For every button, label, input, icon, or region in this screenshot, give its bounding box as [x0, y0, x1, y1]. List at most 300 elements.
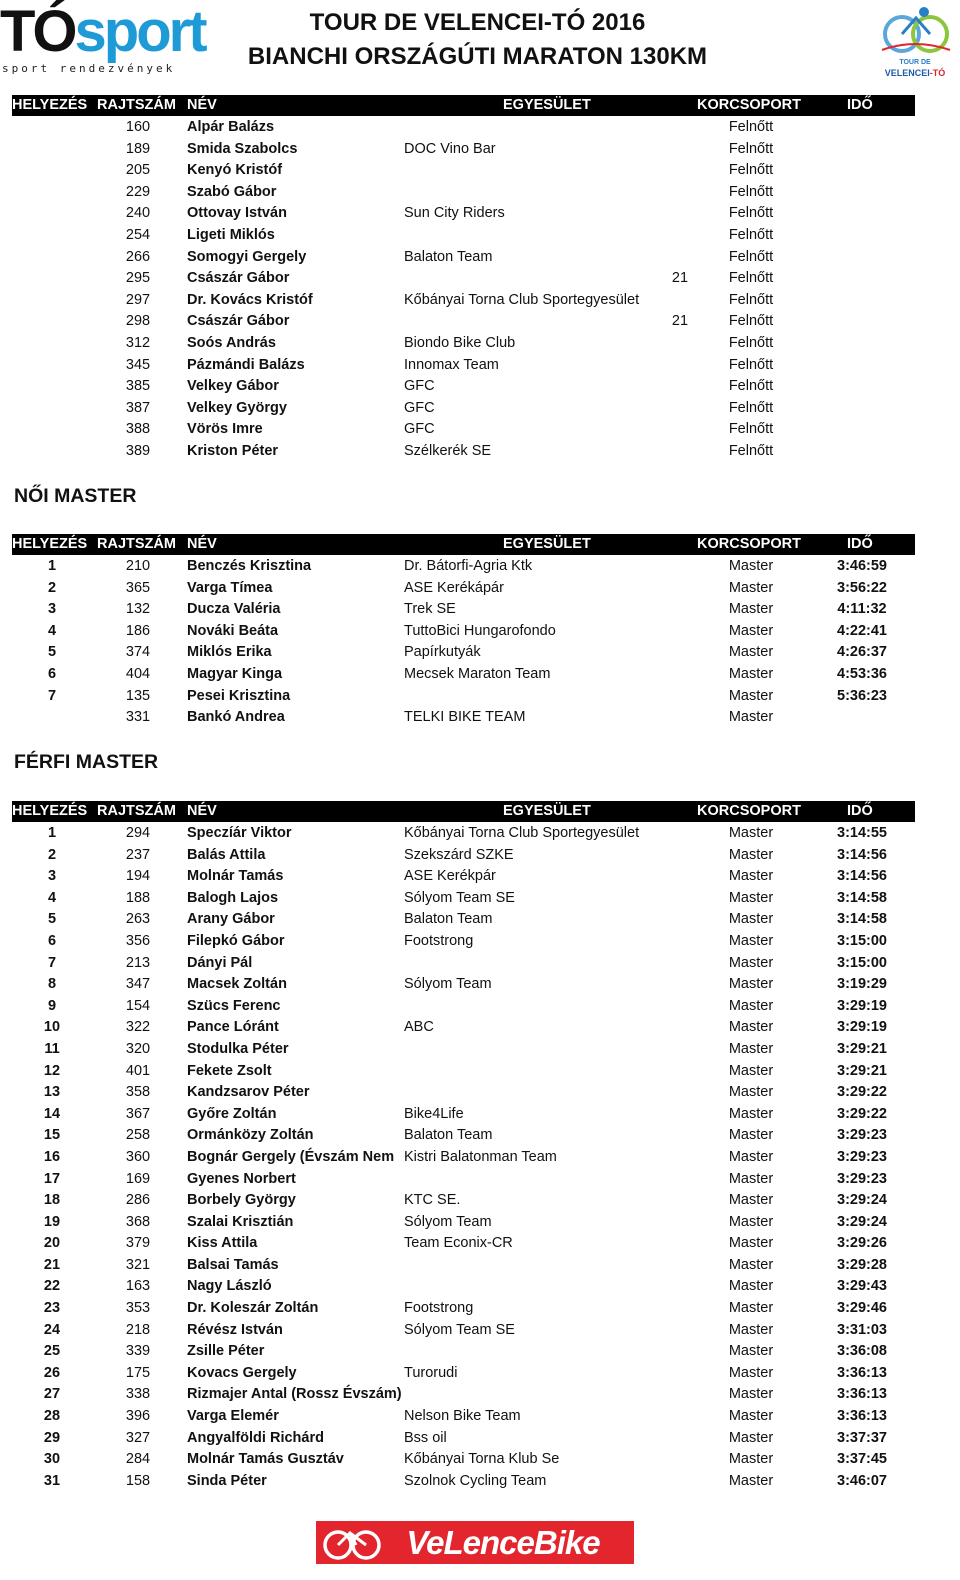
result-position: 23 [43, 1300, 61, 1317]
result-rider-name: Nagy László [187, 1278, 272, 1295]
result-rider-name: Rizmajer Antal (Rossz Évszám) [187, 1386, 402, 1403]
result-category: Felnőtt [728, 421, 774, 438]
result-rider-name: Molnár Tamás [187, 868, 284, 885]
table-row [0, 441, 960, 463]
table-row [0, 1363, 960, 1385]
result-position: 11 [44, 1040, 60, 1057]
table-row [0, 823, 960, 845]
result-rider-name: Pázmándi Balázs [187, 356, 305, 373]
table-row [0, 599, 960, 621]
result-time: 3:29:19 [837, 1019, 887, 1036]
result-time: 3:29:22 [837, 1084, 887, 1101]
result-position: 28 [43, 1408, 61, 1425]
result-category: Master [728, 558, 774, 574]
result-category: Felnőtt [728, 162, 774, 179]
tour-logo-top: TOUR DE [899, 59, 931, 66]
result-rider-name: Nováki Beáta [187, 622, 279, 639]
result-bib-number: 240 [125, 205, 151, 222]
result-club: Team Econix-CR [404, 1235, 513, 1252]
table-row [0, 376, 960, 398]
result-time: 3:29:43 [837, 1278, 887, 1295]
result-position: 19 [43, 1213, 61, 1230]
table-row [0, 1341, 960, 1363]
header-bib: RAJTSZÁM [97, 97, 176, 113]
table-row [0, 707, 960, 729]
result-club: Bss oil [404, 1429, 447, 1446]
table-row [0, 1449, 960, 1471]
result-time: 3:15:00 [837, 932, 887, 949]
header-name: NÉV [187, 97, 217, 113]
result-category: Master [728, 1472, 774, 1489]
table-row [0, 117, 960, 139]
result-bib-number: 345 [125, 356, 151, 373]
result-category: Master [728, 1429, 774, 1446]
result-time: 3:36:13 [837, 1364, 887, 1381]
result-time: 3:29:21 [837, 1040, 887, 1057]
tosport-logo-wordmark [0, 2, 205, 62]
result-time: 3:29:21 [837, 1062, 887, 1079]
result-position: 30 [43, 1451, 61, 1468]
header-position: HELYEZÉS [12, 803, 88, 819]
result-time: 3:36:13 [837, 1408, 887, 1425]
result-time: 3:14:58 [837, 911, 887, 928]
result-club: Kőbányai Torna Klub Se [404, 1451, 560, 1468]
title-line-1: TOUR DE VELENCEI-TÓ 2016 [309, 9, 646, 36]
result-category: Felnőtt [728, 248, 774, 265]
result-rider-name: Kriston Péter [187, 442, 279, 459]
header-name: NÉV [187, 803, 217, 819]
table-row [0, 909, 960, 931]
table-row [0, 1061, 960, 1083]
result-extra-code: 21 [671, 270, 689, 287]
table-row [0, 1169, 960, 1191]
result-position: 3 [47, 601, 57, 618]
result-category: Master [728, 954, 774, 971]
result-rider-name: Kenyó Kristóf [187, 162, 283, 179]
result-rider-name: Miklós Erika [187, 644, 272, 661]
result-position: 5 [47, 911, 57, 928]
result-category: Felnőtt [728, 183, 774, 200]
result-position: 8 [47, 976, 57, 993]
result-rider-name: Varga Elemér [187, 1408, 279, 1425]
result-club: TuttoBici Hungarofondo [404, 622, 556, 639]
result-club: Footstrong [404, 932, 474, 949]
result-club: Kőbányai Torna Club Sportegyesület [404, 825, 640, 841]
result-category: Felnőtt [728, 334, 774, 351]
result-category: Felnőtt [728, 205, 774, 222]
result-bib-number: 154 [125, 997, 151, 1014]
result-club: ASE Kerékápár [404, 579, 504, 596]
result-position: 25 [43, 1343, 61, 1360]
result-club: Balaton Team [404, 911, 493, 928]
result-bib-number: 347 [125, 976, 151, 993]
results-list-ferfi-master [0, 823, 960, 1492]
result-rider-name: Macsek Zoltán [187, 976, 287, 993]
result-bib-number: 389 [125, 442, 151, 459]
result-rider-name: Ducza Valéria [187, 601, 281, 618]
result-rider-name: Smida Szabolcs [187, 140, 298, 157]
result-club: Sólyom Team [404, 1213, 492, 1230]
result-rider-name: Dr. Kovács Kristóf [187, 291, 313, 308]
result-position: 6 [47, 932, 57, 949]
result-club: Balaton Team [404, 248, 493, 265]
result-category: Master [728, 709, 774, 726]
result-rider-name: Gyenes Norbert [187, 1170, 296, 1187]
result-category: Master [728, 1343, 774, 1360]
tour-logo-main: VELENCEI [884, 68, 930, 78]
result-category: Master [728, 846, 774, 863]
table-row [0, 203, 960, 225]
result-position: 4 [47, 889, 57, 906]
result-bib-number: 356 [125, 932, 151, 949]
result-rider-name: Soós András [187, 334, 276, 351]
result-category: Felnőtt [728, 291, 774, 308]
result-rider-name: Magyar Kinga [187, 665, 283, 682]
result-time: 3:14:58 [837, 889, 887, 906]
result-bib-number: 284 [125, 1451, 151, 1468]
result-rider-name: Alpár Balázs [187, 119, 275, 135]
table-row [0, 953, 960, 975]
result-rider-name: Arany Gábor [187, 911, 275, 928]
table-header [12, 801, 915, 822]
result-position: 24 [43, 1321, 61, 1338]
result-position: 26 [43, 1364, 61, 1381]
result-category: Master [728, 665, 774, 682]
table-row [0, 996, 960, 1018]
result-bib-number: 135 [125, 687, 151, 704]
table-row [0, 182, 960, 204]
result-position: 31 [43, 1472, 61, 1489]
table-row [0, 1320, 960, 1342]
result-time: 3:29:23 [837, 1148, 887, 1165]
table-row [0, 974, 960, 996]
result-category: Master [728, 1386, 774, 1403]
result-position: 12 [43, 1062, 61, 1079]
result-position: 20 [43, 1235, 61, 1252]
results-list-felnott [0, 117, 960, 463]
result-rider-name: Kovacs Gergely [187, 1364, 297, 1381]
table-row [0, 1384, 960, 1406]
result-time: 4:22:41 [837, 622, 887, 639]
result-rider-name: Speczíár Viktor [187, 825, 292, 841]
result-club: Mecsek Maraton Team [404, 665, 551, 682]
result-bib-number: 258 [125, 1127, 151, 1144]
result-time: 3:29:24 [837, 1213, 887, 1230]
result-category: Felnőtt [728, 140, 774, 157]
result-time: 3:46:59 [837, 558, 887, 574]
tosport-logo-dark: TÓ [0, 0, 75, 64]
result-position: 14 [43, 1105, 61, 1122]
table-row [0, 866, 960, 888]
result-time: 3:15:00 [837, 954, 887, 971]
result-rider-name: Varga Tímea [187, 579, 273, 596]
result-category: Master [728, 825, 774, 841]
result-club: Papírkutyák [404, 644, 481, 661]
bike-wheel-icon [322, 1525, 382, 1561]
result-time: 3:36:08 [837, 1343, 887, 1360]
result-bib-number: 286 [125, 1192, 151, 1209]
result-position: 7 [47, 687, 57, 704]
result-category: Master [728, 889, 774, 906]
table-row [0, 642, 960, 664]
table-row [0, 1298, 960, 1320]
result-bib-number: 396 [125, 1408, 151, 1425]
result-club: Turorudi [404, 1364, 458, 1381]
tour-logo-text [872, 58, 958, 78]
result-category: Master [728, 579, 774, 596]
result-rider-name: Császár Gábor [187, 270, 290, 287]
result-bib-number: 388 [125, 421, 151, 438]
result-bib-number: 266 [125, 248, 151, 265]
result-bib-number: 404 [125, 665, 151, 682]
result-club: Szolnok Cycling Team [404, 1472, 547, 1489]
result-category: Master [728, 1019, 774, 1036]
result-time: 3:37:45 [837, 1451, 887, 1468]
result-position: 17 [43, 1170, 61, 1187]
header-time: IDŐ [847, 97, 873, 113]
result-bib-number: 229 [125, 183, 151, 200]
result-category: Master [728, 1300, 774, 1317]
result-category: Felnőtt [728, 313, 774, 330]
result-bib-number: 367 [125, 1105, 151, 1122]
table-row [0, 1190, 960, 1212]
result-category: Master [728, 1170, 774, 1187]
result-position: 7 [47, 954, 57, 971]
result-category: Master [728, 1364, 774, 1381]
table-row [0, 1233, 960, 1255]
result-club: Szélkerék SE [404, 442, 492, 459]
result-bib-number: 321 [125, 1256, 151, 1273]
table-row [0, 1082, 960, 1104]
result-rider-name: Ottovay István [187, 205, 287, 222]
table-row [0, 664, 960, 686]
result-club: Sólyom Team SE [404, 1321, 515, 1338]
result-club: Nelson Bike Team [404, 1408, 521, 1425]
table-row [0, 160, 960, 182]
result-club: ASE Kerékpár [404, 868, 496, 885]
result-bib-number: 368 [125, 1213, 151, 1230]
table-row [0, 355, 960, 377]
result-rider-name: Stodulka Péter [187, 1040, 289, 1057]
result-rider-name: Balsai Tamás [187, 1256, 279, 1273]
table-row [0, 1017, 960, 1039]
result-rider-name: Molnár Tamás Gusztáv [187, 1451, 344, 1468]
result-bib-number: 237 [125, 846, 151, 863]
table-row [0, 398, 960, 420]
result-club: Bike4Life [404, 1105, 464, 1122]
table-row [0, 247, 960, 269]
result-category: Master [728, 1321, 774, 1338]
result-category: Master [728, 1235, 774, 1252]
table-header [12, 95, 915, 116]
result-position: 1 [47, 825, 57, 841]
table-row [0, 311, 960, 333]
result-time: 3:29:46 [837, 1300, 887, 1317]
tosport-logo-blue: sport [74, 0, 205, 64]
table-row [0, 1428, 960, 1450]
table-row [0, 139, 960, 161]
header-bib: RAJTSZÁM [97, 536, 176, 552]
header-bib: RAJTSZÁM [97, 803, 176, 819]
result-rider-name: Császár Gábor [187, 313, 290, 330]
result-time: 3:29:19 [837, 997, 887, 1014]
result-rider-name: Benczés Krisztina [187, 558, 312, 574]
result-rider-name: Ormánközy Zoltán [187, 1127, 314, 1144]
result-bib-number: 379 [125, 1235, 151, 1252]
result-club: GFC [404, 378, 435, 395]
result-bib-number: 132 [125, 601, 151, 618]
result-rider-name: Filepkó Gábor [187, 932, 285, 949]
result-extra-code: 21 [671, 313, 689, 330]
table-row [0, 931, 960, 953]
result-time: 4:26:37 [837, 644, 887, 661]
header-name: NÉV [187, 536, 217, 552]
result-bib-number: 358 [125, 1084, 151, 1101]
header-time: IDŐ [847, 536, 873, 552]
table-row [0, 1104, 960, 1126]
result-position: 2 [47, 579, 57, 596]
result-category: Felnőtt [728, 378, 774, 395]
result-category: Felnőtt [728, 270, 774, 287]
cyclist-icon [872, 4, 958, 60]
table-row [0, 686, 960, 708]
result-rider-name: Dányi Pál [187, 954, 253, 971]
document-title [230, 6, 725, 74]
result-category: Felnőtt [728, 226, 774, 243]
result-bib-number: 387 [125, 399, 151, 416]
result-category: Master [728, 1127, 774, 1144]
result-rider-name: Sinda Péter [187, 1472, 267, 1489]
result-rider-name: Angyalföldi Richárd [187, 1429, 324, 1446]
result-bib-number: 254 [125, 226, 151, 243]
result-category: Master [728, 622, 774, 639]
result-position: 15 [43, 1127, 61, 1144]
result-rider-name: Ligeti Miklós [187, 226, 275, 243]
table-row [0, 845, 960, 867]
result-rider-name: Borbely György [187, 1192, 296, 1209]
result-bib-number: 218 [125, 1321, 151, 1338]
result-bib-number: 189 [125, 140, 151, 157]
result-category: Master [728, 1148, 774, 1165]
result-bib-number: 401 [125, 1062, 151, 1079]
result-time: 3:29:24 [837, 1192, 887, 1209]
result-rider-name: Révész István [187, 1321, 283, 1338]
result-category: Master [728, 911, 774, 928]
table-row [0, 225, 960, 247]
result-category: Felnőtt [728, 119, 774, 135]
result-club: Kőbányai Torna Club Sportegyesület [404, 291, 640, 308]
result-time: 3:19:29 [837, 976, 887, 993]
result-category: Felnőtt [728, 442, 774, 459]
result-position: 1 [47, 558, 57, 574]
result-bib-number: 365 [125, 579, 151, 596]
result-bib-number: 295 [125, 270, 151, 287]
result-bib-number: 163 [125, 1278, 151, 1295]
result-rider-name: Zsille Péter [187, 1343, 265, 1360]
result-category: Master [728, 868, 774, 885]
result-rider-name: Pance Lóránt [187, 1019, 279, 1036]
result-bib-number: 263 [125, 911, 151, 928]
result-time: 3:37:37 [837, 1429, 887, 1446]
result-category: Master [728, 687, 774, 704]
table-row [0, 1125, 960, 1147]
result-club: Szekszárd SZKE [404, 846, 514, 863]
result-bib-number: 322 [125, 1019, 151, 1036]
result-rider-name: Vörös Imre [187, 421, 263, 438]
result-bib-number: 158 [125, 1472, 151, 1489]
result-time: 3:56:22 [837, 579, 887, 596]
result-time: 3:14:55 [837, 825, 887, 841]
header-position: HELYEZÉS [12, 97, 88, 113]
result-position: 2 [47, 846, 57, 863]
result-position: 21 [43, 1256, 61, 1273]
header-club: EGYESÜLET [503, 803, 591, 819]
result-category: Master [728, 1040, 774, 1057]
header-time: IDŐ [847, 803, 873, 819]
result-bib-number: 320 [125, 1040, 151, 1057]
result-category: Master [728, 1084, 774, 1101]
table-row [0, 1147, 960, 1169]
result-rider-name: Somogyi Gergely [187, 248, 307, 265]
result-category: Felnőtt [728, 399, 774, 416]
result-rider-name: Balogh Lajos [187, 889, 279, 906]
result-bib-number: 327 [125, 1429, 151, 1446]
result-rider-name: Pesei Krisztina [187, 687, 291, 704]
section-title-ferfi-master: FÉRFI MASTER [14, 751, 159, 773]
table-row [0, 333, 960, 355]
result-position: 27 [43, 1386, 61, 1403]
tour-logo-accent: -TÓ [929, 68, 946, 78]
result-club: Trek SE [404, 601, 456, 618]
result-rider-name: Bognár Gergely (Évszám Nem [187, 1148, 395, 1165]
section-title-noi-master: NŐI MASTER [14, 485, 137, 507]
result-rider-name: Szücs Ferenc [187, 997, 281, 1014]
result-club: DOC Vino Bar [404, 140, 496, 157]
result-position: 13 [43, 1084, 61, 1101]
result-time: 3:14:56 [837, 846, 887, 863]
result-rider-name: Szabó Gábor [187, 183, 277, 200]
result-time: 3:29:23 [837, 1170, 887, 1187]
sponsor-wordmark: VeLenceBike [406, 1524, 600, 1561]
result-position: 22 [43, 1278, 61, 1295]
result-time: 3:14:56 [837, 868, 887, 885]
result-rider-name: Kandzsarov Péter [187, 1084, 310, 1101]
tour-de-velencei-to-logo [872, 4, 958, 80]
result-bib-number: 294 [125, 825, 151, 841]
result-bib-number: 213 [125, 954, 151, 971]
result-rider-name: Kiss Attila [187, 1235, 258, 1252]
result-time: 4:53:36 [837, 665, 887, 682]
result-category: Master [728, 976, 774, 993]
result-bib-number: 186 [125, 622, 151, 639]
result-rider-name: Velkey György [187, 399, 287, 416]
result-time: 3:31:03 [837, 1321, 887, 1338]
result-position: 9 [47, 997, 57, 1014]
result-bib-number: 160 [125, 119, 151, 135]
result-category: Master [728, 1062, 774, 1079]
result-bib-number: 169 [125, 1170, 151, 1187]
result-bib-number: 194 [125, 868, 151, 885]
result-club: TELKI BIKE TEAM [404, 709, 526, 726]
result-bib-number: 385 [125, 378, 151, 395]
result-time: 3:29:23 [837, 1127, 887, 1144]
result-club: Innomax Team [404, 356, 499, 373]
table-row [0, 1471, 960, 1493]
result-club: Balaton Team [404, 1127, 493, 1144]
result-bib-number: 210 [125, 558, 151, 574]
result-bib-number: 331 [125, 709, 151, 726]
result-position: 29 [43, 1429, 61, 1446]
